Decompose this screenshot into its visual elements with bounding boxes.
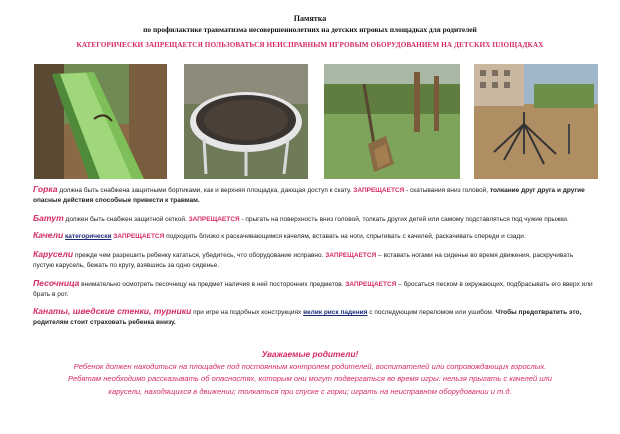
rule-text: прежде чем разрешить ребенку кататься, убедитесь, что оборудование исправно. <box>73 252 326 260</box>
parents-note-text: Ребенок должен находиться на площадке под постоянным контролем родителей, воспитателей или сопровождающих взрослых. Ребятам необходимо рассказывать об опасностях, которым они могут подвергаться во время игры: нельзя прыгать с качелей или карусели, находящихся в движении; толкаться при спуске с горки; играть на неисправном оборудовании и т.д. <box>67 362 553 396</box>
parents-note <box>60 349 560 398</box>
rule-name: Горка <box>33 184 58 194</box>
rule-emphasis: велик риск падения <box>303 309 368 317</box>
rule-emphasis: категорически <box>65 233 112 241</box>
rule-text-bold: толкание друг друга и другие опасные действия способные привести к травмам. <box>33 187 585 204</box>
memo-warning: КАТЕГОРИЧЕСКИ ЗАПРЕЩАЕТСЯ ПОЛЬЗОВАТЬСЯ НЕИСПРАВНЫМ ИГРОВЫМ ОБОРУДОВАНИЕМ НА ДЕТСКИХ ПЛОЩАДКАХ <box>76 41 544 49</box>
broken-swing-photo <box>324 64 460 179</box>
photo-strip <box>0 64 620 179</box>
rule-text: с последующим переломом или ушибом. <box>367 309 496 317</box>
rules-list <box>33 185 593 336</box>
rule-text: - прыгать на поверхность вниз головой, толкать других детей или самому подставляться под чужие прыжки. <box>239 215 569 223</box>
rule-text: - скатывания вниз головой, <box>404 187 490 194</box>
ban-label: ЗАПРЕЩАЕТСЯ <box>188 215 240 223</box>
rule-text: при игре на подобных конструкциях <box>191 309 304 317</box>
rule-name: Качели <box>33 230 64 241</box>
rule-text: должен быть снабжен защитной сеткой. <box>63 215 189 223</box>
ban-label: ЗАПРЕЩАЕТСЯ <box>345 280 397 288</box>
memo-title: Памятка <box>293 14 327 23</box>
rule-name: Батут <box>33 212 64 223</box>
trampoline-photo <box>184 64 308 179</box>
ban-label: ЗАПРЕЩАЕТСЯ <box>113 233 165 241</box>
rule-trampoline <box>33 214 593 225</box>
rule-bars <box>33 307 593 328</box>
memo-subtitle: по профилактике травматизма несовершеннолетних на детских игровых площадках для родителей <box>143 25 477 34</box>
rule-name: Карусели <box>33 249 74 260</box>
ban-label: ЗАПРЕЩАЕТСЯ <box>353 187 405 194</box>
rule-slide <box>33 185 593 206</box>
rule-text-bold: Чтобы предотвратить это, родителям стоит страховать ребенка внизу. <box>33 309 582 327</box>
rule-carousel <box>33 250 593 271</box>
rule-swing <box>33 231 593 242</box>
rule-sandbox <box>33 279 593 300</box>
rule-text: должна быть снабжена защитными бортиками, как и верхняя площадка, дающая доступ к скату. <box>57 187 354 194</box>
slide-photo <box>34 64 167 179</box>
parents-note-heading: Уважаемые родители! <box>261 349 359 359</box>
ban-label: ЗАПРЕЩАЕТСЯ <box>325 252 377 260</box>
rule-name: Канаты, шведские стенки, турники <box>33 306 192 317</box>
carousel-photo <box>474 64 598 179</box>
rule-text: – бросаться песком в окружающих, подбрасывать его вверх или брать в рот. <box>33 280 593 298</box>
rule-text: – вставать ногами на сиденье во время движения, раскручивать пустую карусель, бежать по кругу, взявшись за одно сиденье. <box>33 252 574 269</box>
rule-name: Песочница <box>33 277 80 288</box>
rule-text: внимательно осмотреть песочницу на предмет наличия в ней посторонних предметов. <box>79 280 346 288</box>
rule-text: подходить близко к раскачивающимся качелям, вставать на ноги, спрыгивать с качелей, раскачивать спереди и сзади. <box>164 233 526 241</box>
